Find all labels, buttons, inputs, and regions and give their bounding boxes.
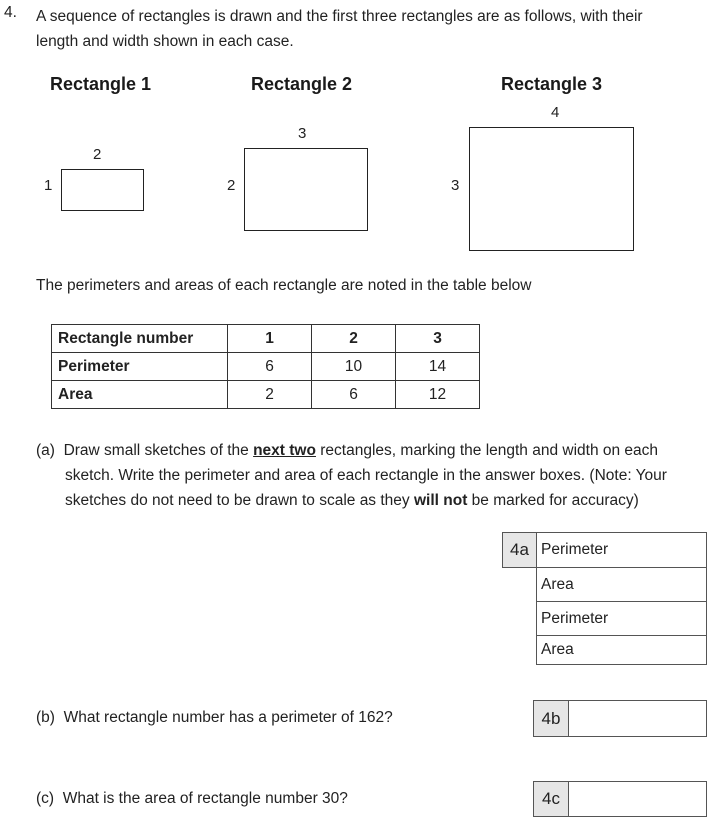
part-a-line-3 <box>36 488 701 513</box>
answer-row-label: Area <box>541 575 574 593</box>
rectangle-2-shape <box>244 148 368 231</box>
answer-4a-perimeter-2[interactable] <box>536 601 707 636</box>
table-cell: 6 <box>228 353 312 381</box>
part-a-line-1 <box>36 438 701 463</box>
rectangle-2-width-label: 2 <box>227 177 236 194</box>
part-a-text-1-end: rectangles, marking the length and width on each <box>315 442 659 459</box>
table-row-header: Perimeter <box>52 353 228 381</box>
table-row-header: Rectangle number <box>52 325 228 353</box>
question-number: 4. <box>4 4 17 21</box>
part-c-text: What is the area of rectangle number 30? <box>62 790 348 807</box>
part-a-line-2: sketch. Write the perimeter and area of each rectangle in the answer boxes. (Note: Your <box>65 467 667 484</box>
answer-row-label: Perimeter <box>541 609 609 627</box>
rectangle-1-shape <box>61 169 144 211</box>
question-intro-line-1: A sequence of rectangles is drawn and the first three rectangles are as follows, with their <box>36 8 643 25</box>
rectangle-3-shape <box>469 127 634 251</box>
part-a-label: (a) <box>36 442 55 459</box>
question-intro-line-2: length and width shown in each case. <box>36 33 294 50</box>
part-a-text-3-end: be marked for accuracy) <box>467 492 639 509</box>
part-a-text-1: Draw small sketches of the <box>63 442 254 459</box>
part-c-label: (c) <box>36 790 55 807</box>
perimeter-area-table <box>51 324 480 409</box>
rectangle-3-length-label: 4 <box>551 104 560 121</box>
table-cell: 3 <box>396 325 480 353</box>
part-b-label: (b) <box>36 709 55 726</box>
rectangle-1-length-label: 2 <box>93 146 102 163</box>
table-cell: 10 <box>312 353 396 381</box>
part-c-question <box>36 790 348 808</box>
answer-4b-box[interactable] <box>568 700 707 737</box>
table-row <box>52 325 480 353</box>
part-a-text-3: sketches do not need to be drawn to scale as they <box>65 492 414 509</box>
part-a-emphasis: next two <box>253 442 316 459</box>
answer-4a-area-2[interactable] <box>536 635 707 665</box>
table-intro: The perimeters and areas of each rectangle are noted in the table below <box>36 277 532 294</box>
answer-4c-tag: 4c <box>533 781 569 817</box>
table-cell: 6 <box>312 381 396 409</box>
part-b-text: What rectangle number has a perimeter of 162? <box>63 709 393 726</box>
answer-4b-tag: 4b <box>533 700 569 737</box>
rectangle-2-title: Rectangle 2 <box>251 74 353 94</box>
part-b-question <box>36 709 393 727</box>
table-cell: 1 <box>228 325 312 353</box>
table-cell: 12 <box>396 381 480 409</box>
rectangle-3-title: Rectangle 3 <box>501 74 603 94</box>
answer-4a-area-1[interactable] <box>536 567 707 602</box>
part-a-text <box>36 438 701 513</box>
rectangle-3-width-label: 3 <box>451 177 460 194</box>
table-cell: 2 <box>228 381 312 409</box>
answer-row-label: Perimeter <box>541 541 609 558</box>
rectangle-2-length-label: 3 <box>298 125 307 142</box>
table-cell: 14 <box>396 353 480 381</box>
answer-4c-box[interactable] <box>568 781 707 817</box>
table-row <box>52 353 480 381</box>
table-row-header: Area <box>52 381 228 409</box>
rectangle-1-title: Rectangle 1 <box>50 74 152 94</box>
answer-4a-perimeter-1[interactable] <box>536 532 707 568</box>
part-a-bold: will not <box>413 492 468 509</box>
table-cell: 2 <box>312 325 396 353</box>
question-intro <box>36 4 696 54</box>
rectangle-1-width-label: 1 <box>44 177 53 194</box>
table-row <box>52 381 480 409</box>
answer-row-label: Area <box>541 641 574 658</box>
answer-4a-tag: 4a <box>502 532 537 568</box>
